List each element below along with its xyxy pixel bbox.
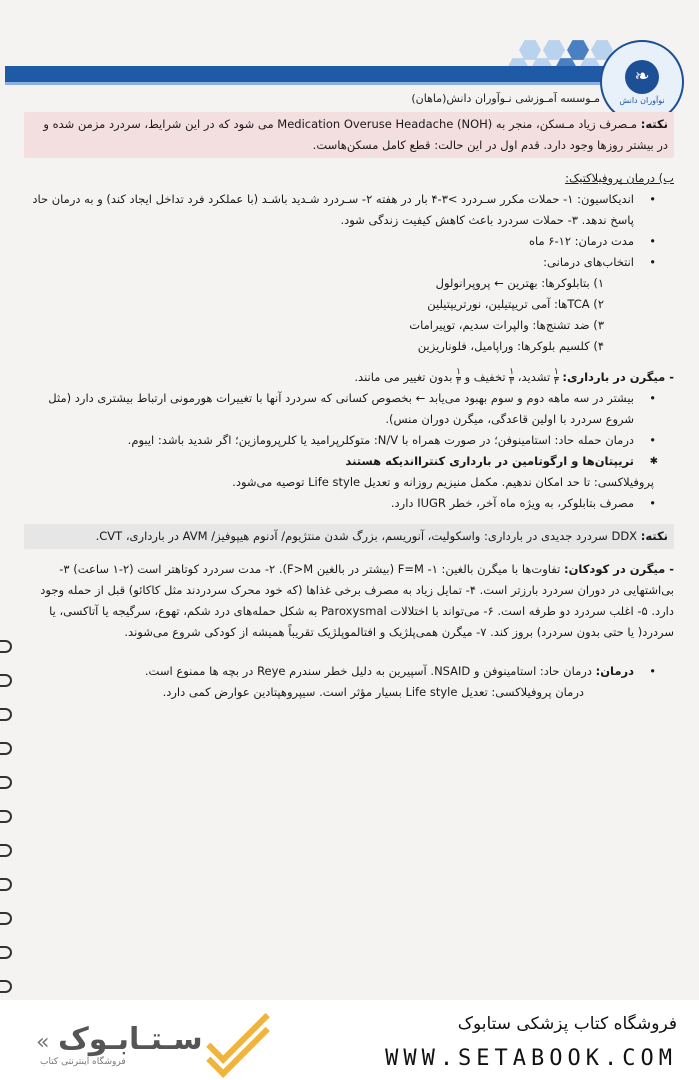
shop-name: فروشگاه کتاب پزشکی ستابوک bbox=[457, 1014, 677, 1034]
fraction-3: $\frac{۱}{۳}$ bbox=[456, 367, 461, 387]
choice-4: ۴) کلسیم بلوکرها: وراپامیل، فلوناریزین bbox=[417, 339, 604, 353]
header-band-light bbox=[5, 82, 600, 85]
pregnancy-line: - میگرن در بارداری: $\frac{۱}{۳}$ تشدید، $\frac{۱}{۳}$ تخفیف و $\frac{۱}{۳}$ بدون تغییر می مانند. bbox=[354, 367, 674, 387]
duration-item: • مدت درمان: ۱۲-۶ ماه bbox=[24, 231, 674, 252]
note-label: نکته: bbox=[640, 529, 668, 543]
pregnancy-star: ✱ تریپتان‌ها و ارگوتامین در بارداری کنترااندیکه هستند bbox=[24, 451, 674, 472]
choice-2: ۲) TCAها: آمی تریپتیلین، نورتریپتیلین bbox=[427, 297, 604, 311]
note-noh bbox=[24, 112, 674, 158]
double-chevron-icon: « bbox=[36, 1030, 50, 1055]
note-text: DDX سردرد جدیدی در بارداری: واسکولیت، آنوریسم، بزرگ شدن منتژیوم/ آدنوم هیپوفیز/ AVM در بارداری، CVT. bbox=[95, 529, 638, 543]
brand-subtitle: فروشگاه اینترنتی کتاب bbox=[40, 1057, 126, 1067]
choice-1: ۱) بتابلوکرها: بهترین ← پروپرانولول bbox=[435, 276, 604, 290]
pregnancy-bullet-2: • درمان حمله حاد: استامینوفن؛ در صورت همراه با N/V: متوکلرپرامید یا کلرپرومازین؛ اگر شدید باشد: ایبوم. bbox=[24, 430, 674, 451]
indication-item: • اندیکاسیون: ۱- حملات مکرر سـردرد >۳-۴ بار در هفته ۲- سـردرد شـدید باشـد (با عملکرد فرد تداخل ایجاد کند) و به درمان حاد پاسخ ندهد. ۳- حملات سردرد باعث کاهش کیفیت زندگی شود. bbox=[24, 189, 674, 231]
children-title: - میگرن در کودکان: bbox=[564, 562, 674, 576]
brand-logo-text: سـتـابـوک bbox=[58, 1022, 203, 1057]
fraction-2: $\frac{۱}{۳}$ bbox=[509, 367, 515, 387]
pregnancy-prophylaxis: پروفیلاکسی: تا حد امکان ندهیم. مکمل منیزیم روزانه و تعدیل Life style توصیه می‌شود. bbox=[232, 475, 654, 489]
pregnancy-title: - میگرن در بارداری: bbox=[562, 370, 674, 384]
choices-title: • انتخاب‌های درمانی: bbox=[24, 252, 674, 273]
setabook-logo[interactable] bbox=[36, 1022, 203, 1067]
note-ddx bbox=[24, 524, 674, 549]
pregnancy-bullet-3: • مصرف بتابلوکر، به ویژه ماه آخر، خطر IUGR دارد. bbox=[24, 493, 674, 514]
chevron-logo-icon bbox=[205, 1018, 265, 1068]
logo-text: نوآوران دانش bbox=[619, 95, 665, 105]
note-label: نکته: bbox=[640, 117, 668, 131]
fraction-1: $\frac{۱}{۳}$ bbox=[553, 367, 559, 387]
treatment-item bbox=[24, 661, 674, 682]
logo-icon: ❧ bbox=[625, 60, 659, 94]
spiral-binding bbox=[0, 640, 14, 1000]
section-prophylaxis-title: ب) درمان پروفیلاکتیک: bbox=[565, 171, 674, 185]
children-text: تفاوت‌ها با میگرن بالغین: ۱- F=M (بیشتر در بالغین F>M). ۲- مدت سردرد کوتاهتر است (۲-۱ ساعت) ۳- بی‌اشتهایی در دوران سردرد بارزتر است. ۴- تمایل زیاد به مصرف برخی غذاها (که خود محرک سردردند مثل کاکائو) قبل از حمله وجود دارد. ۵- اغلب سردرد دو طرفه است. ۶- می‌تواند با اختلالات Paroxysmal به شکل حمله‌های درد شکم، تهوع، سرگیجه یا آتاکسی، یا سردرد( یا حتی بدون سردرد) بروز کند. ۷- میگرن همی‌پلژیک و افتالموپلژیک تقریباً همیشه از کودکی شروع می‌شوند. bbox=[40, 562, 674, 639]
choice-3: ۳) ضد تشنج‌ها: والپرات سدیم، توپیرامات bbox=[409, 318, 604, 332]
site-footer bbox=[0, 1000, 699, 1080]
institute-name: مـوسسه آمـوزشی نـوآوران دانش(ماهان) bbox=[411, 92, 600, 105]
page-content bbox=[24, 112, 674, 703]
pregnancy-bullet-1: • بیشتر در سه ماهه دوم و سوم بهبود می‌یابد ← بخصوص کسانی که سردرد آنها با تغییرات هورمونی ارتباط بیشتری دارد (مثل شروع سردرد با اولین قاعدگی، میگرن دوران منس). bbox=[24, 388, 674, 430]
note-text: مـصرف زیاد مـسکن، منجر به (NOH) Medication Overuse Headache می شود که در این شرایط، سردرد مزمن شده و در بیشتر روزها وجود دارد. قدم اول در این حالت: قطع کامل مسکن‌هاست. bbox=[43, 117, 668, 152]
children-paragraph bbox=[24, 559, 674, 643]
treatment-acute: درمان حاد: استامینوفن و NSAID. آسپیرین به دلیل خطر سندرم Reye در بچه ها ممنوع است. bbox=[144, 664, 592, 678]
header-band bbox=[5, 66, 615, 82]
treatment-label: درمان: bbox=[595, 664, 634, 678]
site-url[interactable]: WWW.SETABOOK.COM bbox=[385, 1046, 677, 1071]
treatment-prophylaxis: درمان پروفیلاکسی: تعدیل Life style بسیار مؤثر است. سیپروهپتادین عوارض کمی دارد. bbox=[162, 685, 584, 699]
